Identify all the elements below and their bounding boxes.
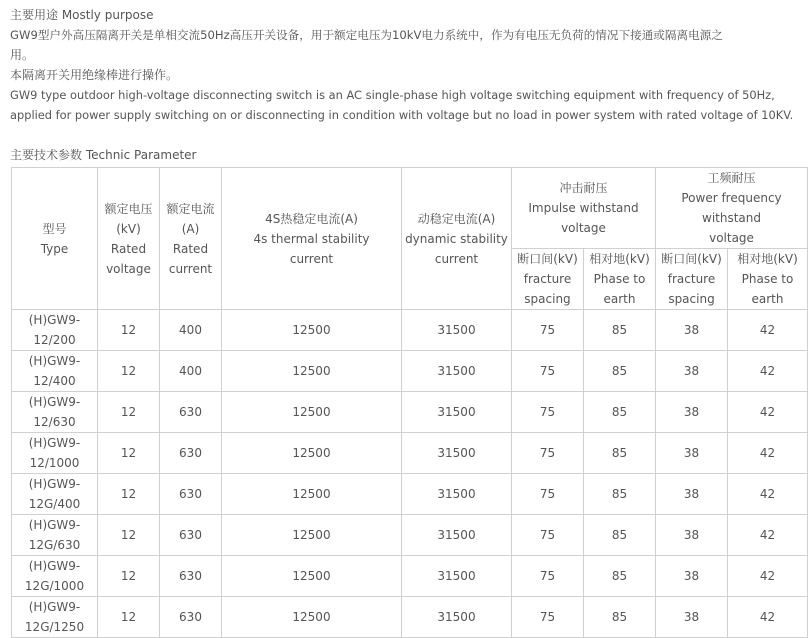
cell-pf-phase-earth: 42 xyxy=(728,597,808,638)
cn-operation-note: 本隔离开关用绝缘棒进行操作。 xyxy=(10,68,179,82)
header-rated-voltage: 额定电压 (kV) Rated voltage xyxy=(98,168,160,310)
header-power-frequency-withstand: 工频耐压 Power frequency withstand voltage xyxy=(656,168,808,249)
cell-type: (H)GW9- 12/200 xyxy=(12,310,98,351)
cell-impulse-phase-earth: 85 xyxy=(584,556,656,597)
cell-rated-current: 400 xyxy=(160,351,222,392)
cell-rated-voltage: 12 xyxy=(98,515,160,556)
cell-impulse-phase-earth: 85 xyxy=(584,433,656,474)
cell-pf-fracture: 38 xyxy=(656,392,728,433)
cell-dynamic-stability: 31500 xyxy=(402,351,512,392)
table-row xyxy=(12,310,808,351)
cell-pf-phase-earth: 42 xyxy=(728,556,808,597)
header-impulse-phase-earth: 相对地(kV) Phase to earth xyxy=(584,249,656,310)
cell-dynamic-stability: 31500 xyxy=(402,433,512,474)
cell-dynamic-stability: 31500 xyxy=(402,392,512,433)
cell-rated-voltage: 12 xyxy=(98,351,160,392)
cell-dynamic-stability: 31500 xyxy=(402,515,512,556)
cell-type: (H)GW9- 12G/630 xyxy=(12,515,98,556)
cell-pf-fracture: 38 xyxy=(656,433,728,474)
cell-rated-voltage: 12 xyxy=(98,597,160,638)
cell-impulse-fracture: 75 xyxy=(512,351,584,392)
cell-pf-phase-earth: 42 xyxy=(728,351,808,392)
document-body xyxy=(10,0,794,165)
cell-rated-voltage: 12 xyxy=(98,556,160,597)
cell-type: (H)GW9- 12/400 xyxy=(12,351,98,392)
cell-thermal-stability: 12500 xyxy=(222,556,402,597)
cn-description-line-1: GW9型户外高压隔离开关是单相交流50Hz高压开关设备，用于额定电压为10kV电力系统中，作为有电压无负荷的情况下接通或隔离电源之 xyxy=(10,28,723,42)
cell-impulse-fracture: 75 xyxy=(512,597,584,638)
cell-pf-fracture: 38 xyxy=(656,310,728,351)
cell-pf-phase-earth: 42 xyxy=(728,310,808,351)
purpose-heading: 主要用途 Mostly purpose xyxy=(10,8,154,22)
cell-rated-current: 630 xyxy=(160,433,222,474)
table-row xyxy=(12,474,808,515)
cell-pf-fracture: 38 xyxy=(656,351,728,392)
cell-impulse-fracture: 75 xyxy=(512,474,584,515)
header-rated-current: 额定电流 (A) Rated current xyxy=(160,168,222,310)
cell-dynamic-stability: 31500 xyxy=(402,474,512,515)
table-row xyxy=(12,515,808,556)
cell-type: (H)GW9- 12G/400 xyxy=(12,474,98,515)
cell-rated-voltage: 12 xyxy=(98,474,160,515)
cell-type: (H)GW9- 12G/1000 xyxy=(12,556,98,597)
cn-description-line-2: 用。 xyxy=(10,48,35,62)
cell-thermal-stability: 12500 xyxy=(222,310,402,351)
cell-impulse-fracture: 75 xyxy=(512,392,584,433)
cell-pf-phase-earth: 42 xyxy=(728,392,808,433)
header-pf-phase-earth: 相对地(kV) Phase to earth xyxy=(728,249,808,310)
header-impulse-fracture: 断口间(kV) fracture spacing xyxy=(512,249,584,310)
table-row xyxy=(12,597,808,638)
header-impulse-withstand: 冲击耐压 Impulse withstand voltage xyxy=(512,168,656,249)
cell-type: (H)GW9- 12/1000 xyxy=(12,433,98,474)
cell-type: (H)GW9- 12/630 xyxy=(12,392,98,433)
cell-impulse-fracture: 75 xyxy=(512,310,584,351)
cell-rated-voltage: 12 xyxy=(98,433,160,474)
table-header-row-1 xyxy=(12,168,808,249)
cell-impulse-phase-earth: 85 xyxy=(584,310,656,351)
cell-rated-current: 400 xyxy=(160,310,222,351)
cell-pf-fracture: 38 xyxy=(656,556,728,597)
cell-rated-current: 630 xyxy=(160,556,222,597)
cell-rated-current: 630 xyxy=(160,474,222,515)
cell-rated-current: 630 xyxy=(160,392,222,433)
en-description-line-2: applied for power supply switching on or disconnecting in condition with voltage but no load in power system with rated voltage of 10KV. xyxy=(10,108,794,122)
technical-parameter-table xyxy=(11,167,808,638)
cell-rated-current: 630 xyxy=(160,515,222,556)
cell-thermal-stability: 12500 xyxy=(222,474,402,515)
header-dynamic-stability: 动稳定电流(A) dynamic stability current xyxy=(402,168,512,310)
cell-impulse-fracture: 75 xyxy=(512,433,584,474)
cell-thermal-stability: 12500 xyxy=(222,597,402,638)
cell-thermal-stability: 12500 xyxy=(222,515,402,556)
cell-rated-voltage: 12 xyxy=(98,310,160,351)
table-row xyxy=(12,351,808,392)
cell-pf-fracture: 38 xyxy=(656,597,728,638)
en-description-line-1: GW9 type outdoor high-voltage disconnecting switch is an AC single-phase high voltage switching equipment with frequency of 50Hz, xyxy=(10,88,775,102)
cell-impulse-phase-earth: 85 xyxy=(584,597,656,638)
cell-thermal-stability: 12500 xyxy=(222,392,402,433)
cell-impulse-phase-earth: 85 xyxy=(584,474,656,515)
cell-impulse-phase-earth: 85 xyxy=(584,515,656,556)
cell-impulse-fracture: 75 xyxy=(512,556,584,597)
cell-thermal-stability: 12500 xyxy=(222,351,402,392)
cell-pf-phase-earth: 42 xyxy=(728,474,808,515)
cell-rated-voltage: 12 xyxy=(98,392,160,433)
table-row xyxy=(12,556,808,597)
cell-rated-current: 630 xyxy=(160,597,222,638)
cell-pf-fracture: 38 xyxy=(656,474,728,515)
cell-dynamic-stability: 31500 xyxy=(402,556,512,597)
cell-pf-phase-earth: 42 xyxy=(728,433,808,474)
cell-dynamic-stability: 31500 xyxy=(402,597,512,638)
cell-thermal-stability: 12500 xyxy=(222,433,402,474)
parameter-heading: 主要技术参数 Technic Parameter xyxy=(10,148,197,162)
header-pf-fracture: 断口间(kV) fracture spacing xyxy=(656,249,728,310)
cell-impulse-phase-earth: 85 xyxy=(584,351,656,392)
cell-dynamic-stability: 31500 xyxy=(402,310,512,351)
table-row xyxy=(12,392,808,433)
cell-impulse-fracture: 75 xyxy=(512,515,584,556)
cell-pf-fracture: 38 xyxy=(656,515,728,556)
cell-type: (H)GW9- 12G/1250 xyxy=(12,597,98,638)
header-type: 型号 Type xyxy=(12,168,98,310)
cell-impulse-phase-earth: 85 xyxy=(584,392,656,433)
table-row xyxy=(12,433,808,474)
header-thermal-stability: 4S热稳定电流(A) 4s thermal stability current xyxy=(222,168,402,310)
cell-pf-phase-earth: 42 xyxy=(728,515,808,556)
